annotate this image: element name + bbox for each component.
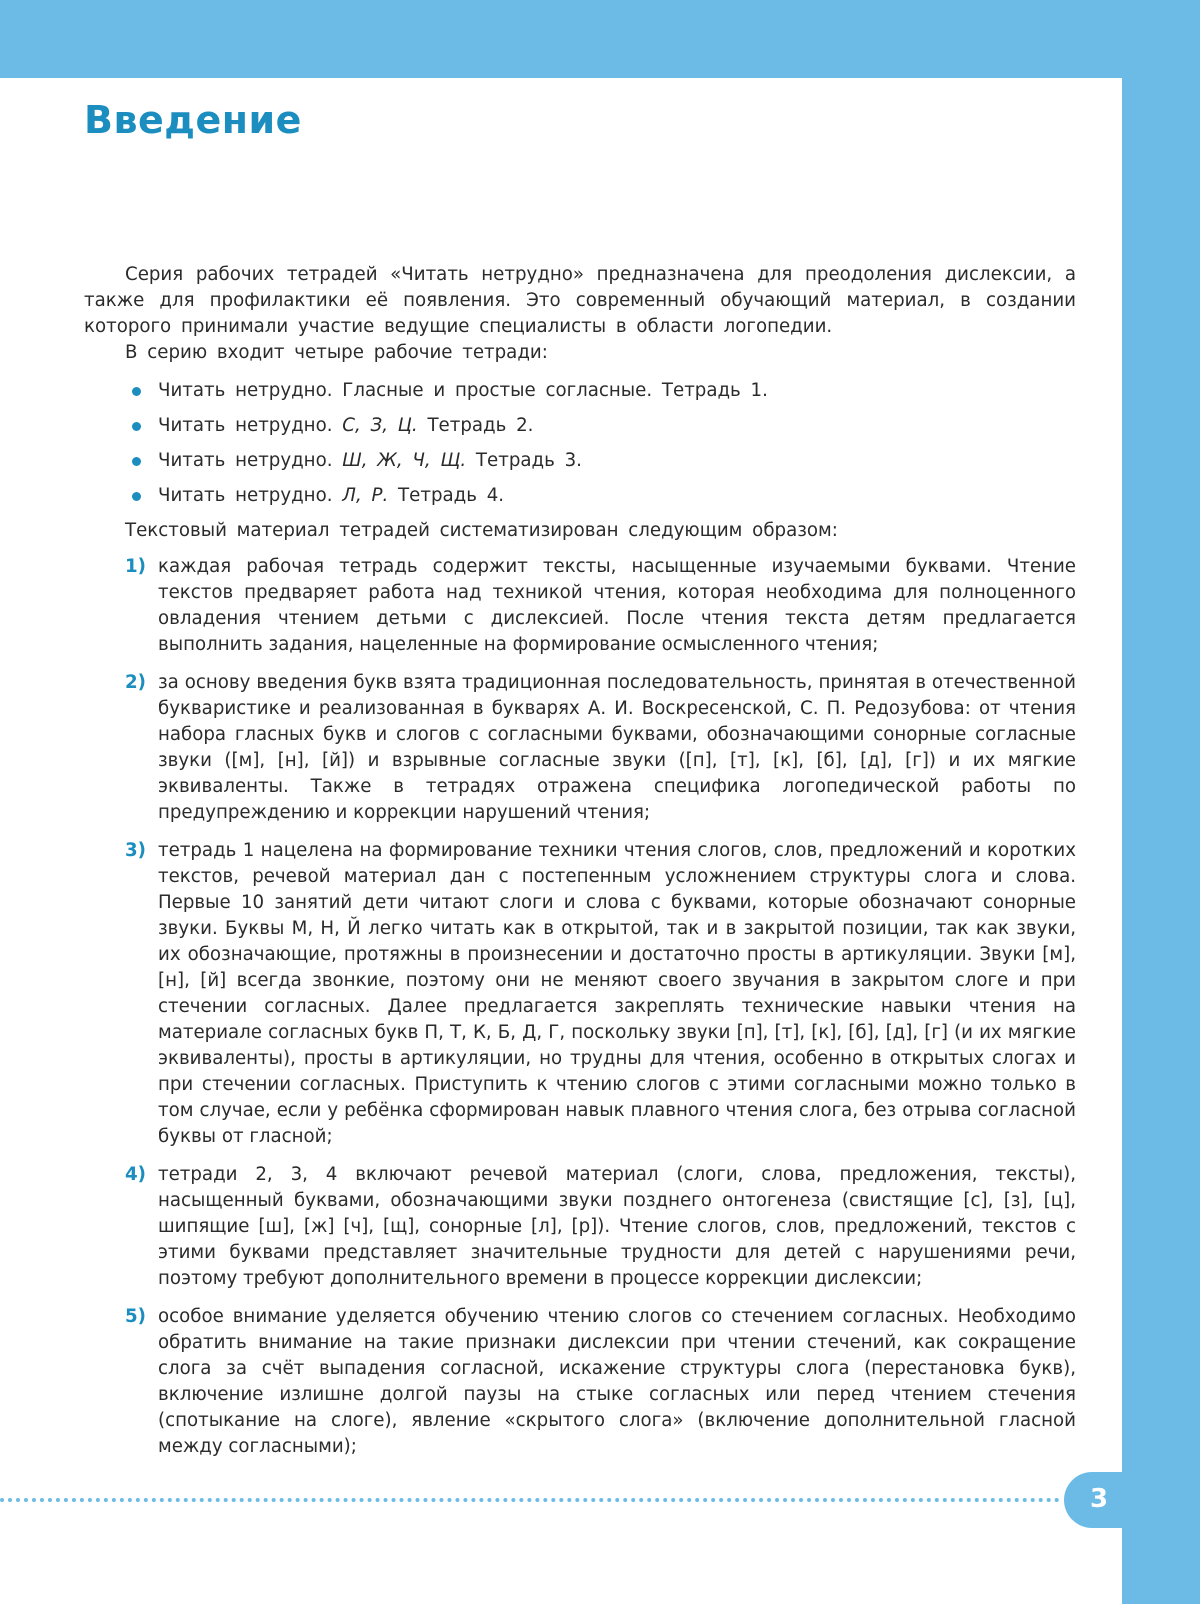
workbook-title: Тетрадь 2. <box>417 415 534 436</box>
item-number: 2) <box>125 672 146 693</box>
bullet-icon <box>132 387 141 396</box>
workbook-title: Тетрадь 3. <box>466 450 582 471</box>
page-title: Введение <box>84 98 302 142</box>
workbook-series-name: Читать нетрудно. <box>158 415 343 436</box>
structure-list <box>84 554 1076 1460</box>
workbook-series-name: Читать нетрудно. <box>158 380 343 401</box>
bullet-icon <box>132 422 141 431</box>
list-item <box>84 670 1076 826</box>
workbook-letters: Л, Р. <box>342 485 389 506</box>
item-text: тетрадь 1 нацелена на формирование техники чтения слогов, слов, предложений и коротких текстов, речевой материал дан с постепенным усложнением структуры слога и слова. Первые 10 занятий дети читают слоги и слова с буквами, которые обозначают сонорные звуки. Буквы М, Н, Й легко читать как в открытой, так и в закрытой позиции, так как звуки, их обозначающие, протяжны в произнесении и достаточно просты в артикуляции. Звуки [м], [н], [й] всегда звонкие, поэтому они не меняют своего звучания в закрытом слоге и при стечении согласных. Далее предлагается закреплять технические навыки чтения на материале согласных букв П, Т, К, Б, Д, Г, поскольку звуки [п], [т], [к], [б], [д], [г] (и их мягкие эквиваленты), просты в артикуляции, но трудны для чтения, особенно в открытых слогах и при стечении согласных. Приступить к чтению слогов с этими согласными можно только в том случае, если у ребёнка сформирован навык плавного чтения слога, без отрыва согласной буквы от гласной; <box>158 840 1076 1147</box>
page-number-tab <box>1064 1472 1200 1528</box>
list-item <box>84 1162 1076 1292</box>
top-color-band <box>0 0 1200 78</box>
page-number: 3 <box>1090 1484 1109 1514</box>
bullet-icon <box>132 492 141 501</box>
right-color-band <box>1122 0 1200 1604</box>
workbook-series-name: Читать нетрудно. <box>158 450 343 471</box>
bullet-icon <box>132 457 141 466</box>
workbook-list <box>84 378 1076 509</box>
item-number: 5) <box>125 1306 146 1327</box>
list-item <box>84 413 1076 439</box>
item-number: 1) <box>125 556 146 577</box>
item-text: каждая рабочая тетрадь содержит тексты, насыщенные изучаемыми буквами. Чтение текстов предваряет работа над техникой чтения, которая необходима для полноценного овладения чтением детьми с дислексией. После чтения текста детям предлагается выполнить задания, нацеленные на формирование осмысленного чтения; <box>158 556 1076 655</box>
workbook-letters: Ш, Ж, Ч, Щ. <box>342 450 467 471</box>
list-item <box>84 483 1076 509</box>
workbook-series-name: Читать нетрудно. <box>158 485 343 506</box>
list-item <box>84 378 1076 404</box>
list-item <box>84 554 1076 658</box>
intro-paragraph: Серия рабочих тетрадей «Читать нетрудно» предназначена для преодоления дислексии, а также для профилактики её появления. Это современный обучающий материал, в создании которого принимали участие ведущие специалисты в области логопедии. <box>84 264 1076 337</box>
structure-lead: Текстовый материал тетрадей систематизирован следующим образом: <box>125 520 838 541</box>
item-text: тетради 2, 3, 4 включают речевой материал (слоги, слова, предложения, тексты), насыщенный буквами, обозначающими звуки позднего онтогенеза (свистящие [с], [з], [ц], шипящие [ш], [ж] [ч], [щ], сонорные [л], [р]). Чтение слогов, слов, предложений, текстов с этими буквами представляет значительные трудности для детей с нарушениями речи, поэтому требуют дополнительного времени в процессе коррекции дислексии; <box>158 1164 1076 1289</box>
page-content <box>84 262 1076 1472</box>
item-text: особое внимание уделяется обучению чтению слогов со стечением согласных. Необходимо обратить внимание на такие признаки дислексии при чтении стечений, как сокращение слога за счёт выпадения согласной, искажение структуры слога (перестановка букв), включение излишне долгой паузы на стыке согласных или перед чтением стечения (спотыкание на слоге), явление «скрытого слога» (включение дополнительной гласной между согласными); <box>158 1306 1076 1457</box>
item-number: 3) <box>125 840 146 861</box>
dotted-divider <box>0 1498 1060 1502</box>
item-number: 4) <box>125 1164 146 1185</box>
series-paragraph: В серию входит четыре рабочие тетради: <box>125 342 548 363</box>
list-item <box>84 838 1076 1150</box>
workbook-title: Гласные и простые согласные. Тетрадь 1. <box>342 380 768 401</box>
list-item <box>84 448 1076 474</box>
workbook-title: Тетрадь 4. <box>388 485 505 506</box>
list-item <box>84 1304 1076 1460</box>
workbook-letters: С, З, Ц. <box>342 415 418 436</box>
item-text: за основу введения букв взята традиционная последовательность, принятая в отечественной букваристике и реализованная в букварях А. И. Воскресенской, С. П. Редозубова: от чтения набора гласных букв и слогов с согласными буквами, обозначающими сонорные согласные звуки ([м], [н], [й]) и взрывные согласные звуки ([п], [т], [к], [б], [д], [г]) и их мягкие эквиваленты. Также в тетрадях отражена специфика логопедической работы по предупреждению и коррекции нарушений чтения; <box>158 672 1076 823</box>
